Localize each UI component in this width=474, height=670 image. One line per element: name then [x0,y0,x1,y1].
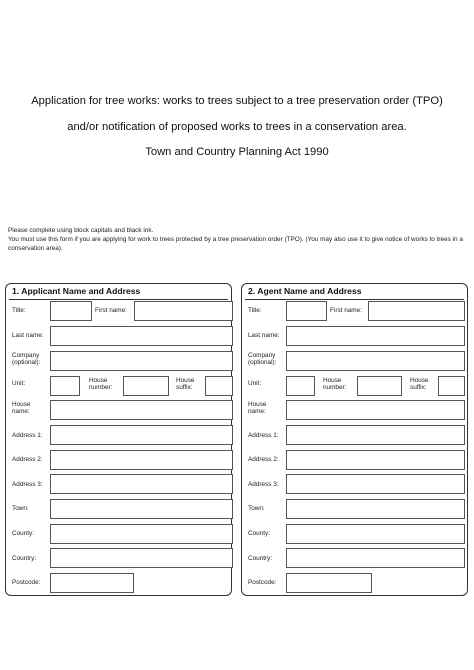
country-label: Country: [248,555,273,562]
form-subtitle: and/or notification of proposed works to trees in a conservation area. [67,121,407,133]
company-label: Company (optional): [12,352,41,367]
town-label: Town: [12,505,29,512]
first-name-label: First name: [95,307,127,314]
agent-first-name-field[interactable] [368,301,465,321]
applicant-postcode-field[interactable] [50,573,134,593]
applicant-house-suffix-field[interactable] [205,376,233,396]
applicant-country-field[interactable] [50,548,233,568]
agent-title-field[interactable] [286,301,327,321]
agent-address-1-field[interactable] [286,425,465,445]
title-label: Title: [248,307,262,314]
applicant-town-field[interactable] [50,499,233,519]
agent-house-name-field[interactable] [286,400,465,420]
applicant-address-3-field[interactable] [50,474,233,494]
section-divider [9,299,228,300]
agent-address-3-field[interactable] [286,474,465,494]
agent-last-name-field[interactable] [286,326,465,346]
applicant-county-field[interactable] [50,524,233,544]
postcode-label: Postcode: [248,579,277,586]
address-2-label: Address 2: [12,456,43,463]
house-number-label: House number: [89,377,113,392]
applicant-house-name-field[interactable] [50,400,233,420]
country-label: Country: [12,555,37,562]
agent-section [241,283,468,596]
section-heading: 2. Agent Name and Address [248,286,362,296]
house-suffix-label: House suffix: [176,377,195,392]
last-name-label: Last name: [248,332,280,339]
house-name-label: House name: [12,401,31,416]
agent-country-field[interactable] [286,548,465,568]
address-3-label: Address 3: [12,481,43,488]
agent-postcode-field[interactable] [286,573,372,593]
agent-house-number-field[interactable] [357,376,402,396]
house-name-label: House name: [248,401,267,416]
address-3-label: Address 3: [248,481,279,488]
applicant-last-name-field[interactable] [50,326,233,346]
address-2-label: Address 2: [248,456,279,463]
agent-house-suffix-field[interactable] [438,376,465,396]
address-1-label: Address 1: [248,432,279,439]
applicant-house-number-field[interactable] [123,376,169,396]
county-label: County: [248,530,271,537]
first-name-label: First name: [330,307,362,314]
applicant-company-field[interactable] [50,351,233,371]
applicant-unit-field[interactable] [50,376,80,396]
agent-town-field[interactable] [286,499,465,519]
instructions-line-1: Please complete using block capitals and black ink. [8,227,154,234]
county-label: County: [12,530,35,537]
town-label: Town: [248,505,265,512]
form-title: Application for tree works: works to trees subject to a tree preservation order (TPO) [31,95,443,107]
agent-county-field[interactable] [286,524,465,544]
title-label: Title: [12,307,26,314]
unit-label: Unit: [248,380,262,387]
house-suffix-label: House suffix: [410,377,429,392]
section-heading: 1. Applicant Name and Address [12,286,141,296]
agent-unit-field[interactable] [286,376,315,396]
agent-address-2-field[interactable] [286,450,465,470]
instructions [8,227,468,253]
company-label: Company (optional): [248,352,277,367]
last-name-label: Last name: [12,332,44,339]
section-divider [245,299,464,300]
applicant-title-field[interactable] [50,301,92,321]
applicant-address-1-field[interactable] [50,425,233,445]
agent-company-field[interactable] [286,351,465,371]
form-act: Town and Country Planning Act 1990 [145,146,329,158]
address-1-label: Address 1: [12,432,43,439]
house-number-label: House number: [323,377,347,392]
applicant-section [5,283,232,596]
unit-label: Unit: [12,380,26,387]
applicant-first-name-field[interactable] [134,301,233,321]
instructions-line-2: You must use this form if you are applying for work to trees protected by a tree preservation order (TPO). (You may also use it to give notice of works to trees in a conservation area). [8,235,463,252]
applicant-address-2-field[interactable] [50,450,233,470]
postcode-label: Postcode: [12,579,41,586]
